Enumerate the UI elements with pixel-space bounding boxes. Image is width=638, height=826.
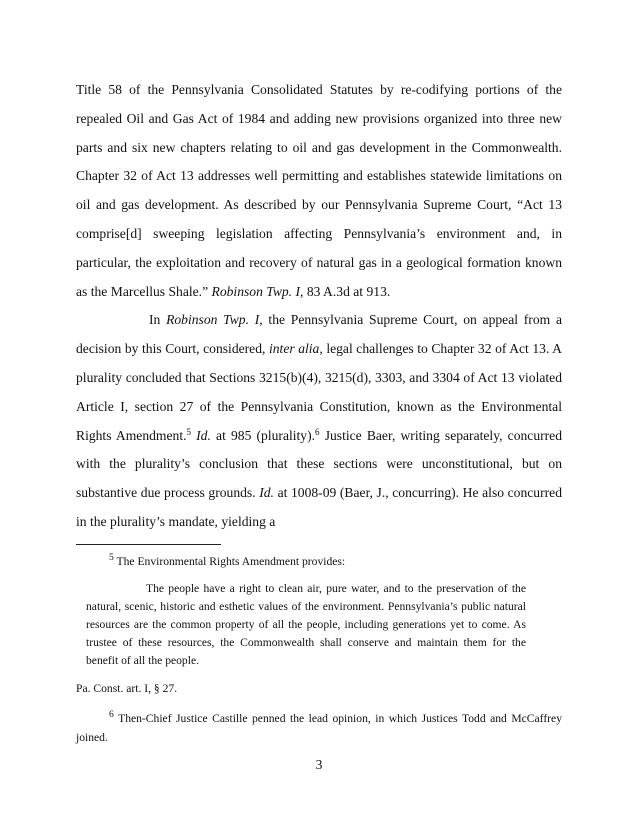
latin-phrase: inter alia bbox=[268, 341, 320, 357]
id-citation: Id. bbox=[259, 485, 274, 501]
paragraph-text: at 985 (plurality). bbox=[210, 427, 316, 443]
footnote-ref-5: 5 bbox=[186, 426, 191, 437]
footnote-6 bbox=[76, 705, 562, 748]
page-number: 3 bbox=[315, 757, 323, 772]
footnote-number: 6 bbox=[109, 708, 114, 720]
paragraph-text: In bbox=[149, 312, 167, 328]
paragraph-1 bbox=[76, 76, 562, 306]
footnote-5-intro bbox=[76, 548, 562, 571]
footnote-5-citation: Pa. Const. art. I, § 27. bbox=[76, 682, 178, 696]
paragraph-text: , 83 A.3d at 913. bbox=[300, 283, 391, 299]
case-citation: Robinson Twp. I bbox=[166, 312, 260, 328]
footnote-text: The Environmental Rights Amendment provides: bbox=[113, 554, 346, 568]
paragraph-text: at 1008-09 (Baer, J., concurring). He also concurred in the plurality’s mandate, yielding a bbox=[76, 485, 562, 529]
paragraph-text: , legal challenges to Chapter 32 of Act 13. A plurality concluded that Sections 3215(b)(4), 3215(d), 3303, and 3304 of Act 13 violated Article I, section 27 of the Pennsylvania Constitution, known as the Environmental Rights Amendment. bbox=[76, 341, 563, 443]
paragraph-2 bbox=[76, 306, 562, 536]
footnotes bbox=[76, 548, 562, 748]
paragraph-text: , the Pennsylvania Supreme Court, on appeal from a decision by this Court, considered, bbox=[76, 312, 562, 357]
footnote-ref-6: 6 bbox=[315, 426, 320, 437]
footnote-number: 5 bbox=[109, 552, 114, 563]
footnote-5-quote: The people have a right to clean air, pure water, and to the preservation of the natural, scenic, historic and esthetic values of the environment. Pennsylvania’s public natural resources are the common property of all the people, including generations yet to come. As trustee of these resources, the Commonwealth shall conserve and maintain them for the benefit of all the people. bbox=[86, 582, 526, 667]
body-text bbox=[76, 76, 562, 537]
footnote-text: Then-Chief Justice Castille penned the lead opinion, in which Justices Todd and McCaffrey joined. bbox=[76, 711, 562, 745]
id-citation: Id. bbox=[196, 427, 211, 443]
footnote-divider bbox=[76, 544, 221, 545]
case-citation: Robinson Twp. I bbox=[211, 283, 301, 299]
paragraph-text: Justice Baer, writing separately, concurred with the plurality’s conclusion that these sections were unconstitutional, but on substantive due process grounds. bbox=[76, 427, 563, 501]
paragraph-text: Title 58 of the Pennsylvania Consolidated Statutes by re-codifying portions of the repealed Oil and Gas Act of 1984 and adding new provisions organized into three new parts and six new chapters relating to oil and gas development in the Commonwealth. Chapter 32 of Act 13 addresses well permitting and establishes statewide limitations on oil and gas development. As described by our Pennsylvania Supreme Court, “Act 13 comprise[d] sweeping legislation affecting Pennsylvania’s environment and, in particular, the exploitation and recovery of natural gas in a geological formation known as the Marcellus Shale.” bbox=[76, 82, 562, 299]
